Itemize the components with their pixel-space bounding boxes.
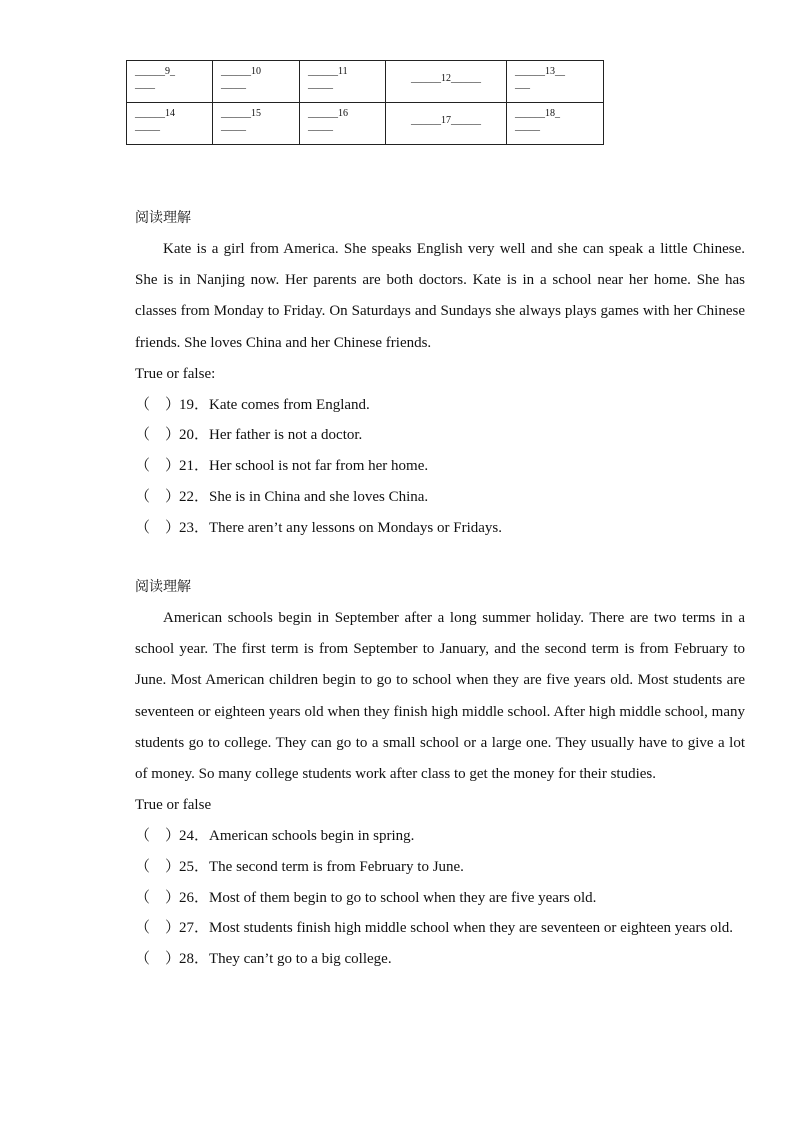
reading-section-1 (135, 202, 745, 544)
section-heading: 阅读理解 (135, 579, 191, 595)
answer-bracket[interactable]: （ ） (135, 427, 181, 444)
answer-bracket[interactable]: （ ） (135, 458, 181, 475)
blank-cell-12[interactable]: ______12______ (386, 61, 507, 103)
question-text: 21．Her school is not far from her home. (179, 458, 429, 475)
question-item (135, 944, 745, 975)
answer-bracket[interactable]: （ ） (135, 396, 181, 413)
question-item (135, 482, 745, 513)
blank-cell-11[interactable]: ______11 _____ (300, 61, 386, 103)
answer-bracket[interactable]: （ ） (135, 519, 181, 536)
question-text: 23．There aren’t any lessons on Mondays or Fridays. (179, 519, 502, 536)
table-row (127, 103, 604, 145)
question-item (135, 883, 745, 914)
question-text: 27．Most students finish high middle school when they are seventeen or eighteen years old. (179, 920, 734, 937)
blank-cell-10[interactable]: ______10 _____ (213, 61, 300, 103)
blank-cell-17[interactable]: ______17______ (386, 103, 507, 145)
reading-passage: American schools begin in September after a long summer holiday. There are two terms in a school year. The first term is from September to January, and the second term is from February to June. Most American children begin to go to school when they are five years old. Most students are seventeen or eighteen years old when they finish high middle school. After high middle school, many students go to college. They can go to a small school or a large one. They usually have to give a lot of money. So many college students work after class to get the money for their studies. (135, 610, 745, 783)
blank-cell-16[interactable]: ______16 _____ (300, 103, 386, 145)
question-item (135, 390, 745, 421)
answer-bracket[interactable]: （ ） (135, 920, 181, 937)
question-text: 22．She is in China and she loves China. (179, 489, 429, 505)
answer-bracket[interactable]: （ ） (135, 858, 181, 875)
question-text: 25．The second term is from February to June. (179, 858, 464, 875)
reading-passage: Kate is a girl from America. She speaks English very well and she can speak a little Chinese. She is in Nanjing now. Her parents are both doctors. Kate is in a school near her home. She has classes from Monday to Friday. On Saturdays and Sundays she always plays games with her Chinese friends. She loves China and her Chinese friends. (135, 241, 745, 351)
answer-bracket[interactable]: （ ） (135, 951, 181, 968)
blank-cell-14[interactable]: ______14 _____ (127, 103, 213, 145)
answer-blanks-table (126, 60, 604, 145)
section-heading: 阅读理解 (135, 210, 191, 226)
answer-bracket[interactable]: （ ） (135, 889, 181, 906)
question-item (135, 513, 745, 544)
question-text: 26．Most of them begin to go to school when they are five years old. (179, 889, 597, 906)
question-item (135, 913, 745, 944)
blank-cell-15[interactable]: ______15 _____ (213, 103, 300, 145)
question-item (135, 852, 745, 883)
answer-bracket[interactable]: （ ） (135, 828, 181, 845)
question-text: 28．They can’t go to a big college. (179, 951, 392, 968)
question-text: 19．Kate comes from England. (179, 396, 370, 413)
question-item (135, 451, 745, 482)
instruction-text: True or false: (135, 365, 216, 382)
question-item (135, 420, 745, 451)
answer-bracket[interactable]: （ ） (135, 489, 181, 505)
reading-section-2 (135, 571, 745, 975)
instruction-text: True or false (135, 797, 212, 814)
blank-cell-18[interactable]: ______18_ _____ (507, 103, 604, 145)
blank-cell-13[interactable]: ______13__ ___ (507, 61, 604, 103)
question-text: 24．American schools begin in spring. (179, 828, 415, 845)
question-text: 20．Her father is not a doctor. (179, 427, 363, 444)
blank-cell-9[interactable]: ______9_ ____ (127, 61, 213, 103)
question-item (135, 821, 745, 852)
table-row (127, 61, 604, 103)
